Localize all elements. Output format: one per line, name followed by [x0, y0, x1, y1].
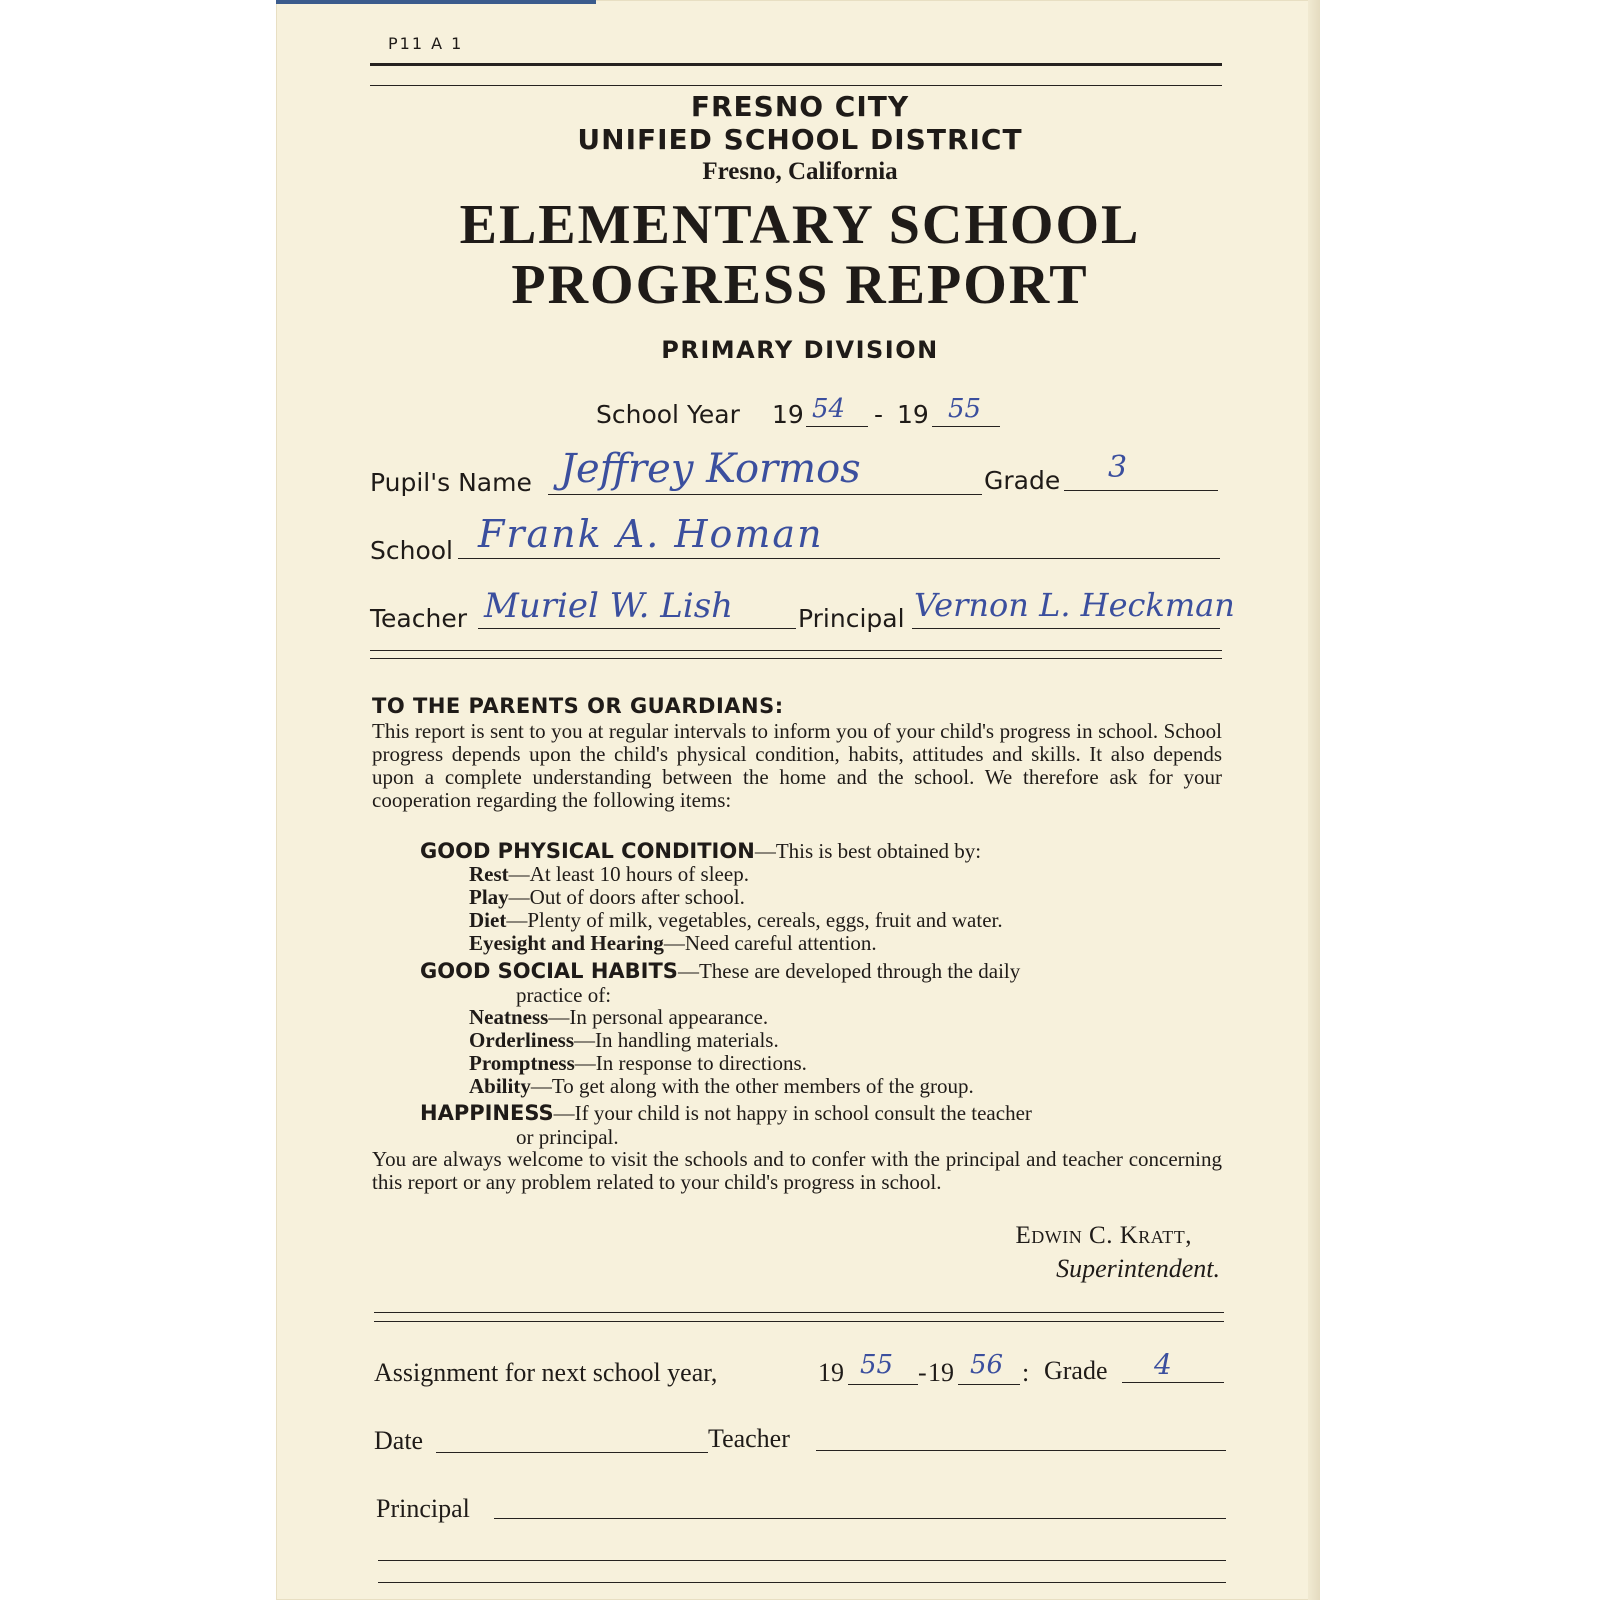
physical-item-term: Eyesight and Hearing	[469, 931, 664, 955]
superintendent-title: Superintendent.	[1056, 1254, 1220, 1283]
happiness-desc-continued: or principal.	[516, 1125, 619, 1149]
date-label: Date	[374, 1426, 424, 1455]
social-item	[469, 1029, 779, 1052]
school-value: Frank A. Homan	[478, 512, 824, 556]
date-line	[436, 1452, 708, 1453]
social-item-desc: —In response to directions.	[574, 1051, 807, 1075]
happiness-title: HAPPINESS	[420, 1101, 554, 1125]
social-section	[420, 960, 1020, 983]
lower-rule-2	[374, 1321, 1224, 1322]
next-teacher-label: Teacher	[708, 1424, 790, 1453]
school-year-prefix-2: 19	[897, 400, 929, 429]
school-year-1-value: 54	[812, 394, 846, 424]
district-location: Fresno, California	[702, 158, 898, 185]
assignment-year-1-value: 55	[860, 1350, 894, 1380]
social-desc: —These are developed through the daily	[677, 959, 1021, 983]
cover-strip	[276, 0, 596, 4]
physical-item-desc: —At least 10 hours of sleep.	[508, 862, 749, 886]
report-title-line-2: PROGRESS REPORT	[511, 254, 1089, 316]
school-year-2-value: 55	[948, 394, 982, 424]
happiness-desc: —If your child is not happy in school consult the teacher	[553, 1101, 1032, 1125]
assignment-grade-line	[1122, 1382, 1224, 1383]
physical-item	[469, 863, 749, 886]
pupil-name-label: Pupil's Name	[370, 468, 532, 497]
page-edge	[1308, 0, 1320, 1600]
letter-heading: TO THE PARENTS OR GUARDIANS:	[372, 694, 784, 718]
lower-rule-1	[374, 1312, 1224, 1313]
grade-value: 3	[1108, 450, 1128, 485]
physical-item-term: Diet	[469, 908, 507, 932]
assignment-prefix-2: 19	[928, 1358, 954, 1387]
happiness-section	[420, 1102, 1032, 1125]
physical-item-term: Rest	[469, 862, 509, 886]
physical-item-desc: —Need careful attention.	[663, 931, 877, 955]
physical-item	[469, 932, 877, 955]
pupil-name-line	[548, 494, 982, 495]
letter-closing: You are always welcome to visit the schools and to confer with the principal and teacher concerning this report or any problem related to your child's progress in school.	[372, 1148, 1222, 1194]
social-desc-continued: practice of:	[516, 983, 612, 1007]
social-item	[469, 1006, 768, 1029]
social-item	[469, 1075, 974, 1098]
physical-item	[469, 909, 1003, 932]
social-item-desc: —In handling materials.	[574, 1028, 779, 1052]
school-year-1-line	[806, 426, 868, 427]
grade-label: Grade	[984, 466, 1061, 495]
physical-desc: —This is best obtained by:	[754, 839, 982, 863]
social-item-term: Neatness	[469, 1005, 549, 1029]
superintendent-name: Edwin C. Kratt,	[1015, 1222, 1192, 1249]
physical-item	[469, 886, 745, 909]
assignment-colon: :	[1022, 1358, 1030, 1387]
social-item	[469, 1052, 807, 1075]
top-rule-1	[370, 63, 1222, 66]
physical-item-desc: —Out of doors after school.	[508, 885, 745, 909]
mid-rule-1	[370, 650, 1222, 651]
bottom-rule-1	[378, 1560, 1226, 1561]
assignment-dash: -	[918, 1358, 927, 1387]
teacher-line	[478, 628, 796, 629]
principal-line	[912, 628, 1220, 629]
assignment-grade-label: Grade	[1044, 1356, 1108, 1385]
assignment-year-2-value: 56	[970, 1350, 1004, 1380]
next-teacher-line	[816, 1450, 1226, 1451]
form-code: P11 A 1	[388, 34, 464, 53]
top-rule-2	[370, 85, 1222, 86]
teacher-value: Muriel W. Lish	[484, 586, 734, 626]
mid-rule-2	[370, 658, 1222, 659]
teacher-label: Teacher	[370, 604, 467, 633]
school-year-2-line	[932, 426, 1000, 427]
social-item-desc: —To get along with the other members of the group.	[530, 1074, 974, 1098]
physical-item-term: Play	[469, 885, 509, 909]
principal-label: Principal	[798, 604, 905, 633]
assignment-year-1-line	[848, 1384, 918, 1385]
school-label: School	[370, 536, 453, 565]
principal-value: Vernon L. Heckman	[914, 586, 1235, 624]
district-line-1: FRESNO CITY	[690, 90, 910, 123]
division-label: PRIMARY DIVISION	[661, 336, 939, 364]
letter-intro: This report is sent to you at regular intervals to inform you of your child's progress in school. School progress depends upon the child's physical condition, habits, attitudes and skills. It also depends upon a complete understanding between the home and the school. We therefore ask for your cooperation regarding the following items:	[372, 720, 1222, 812]
social-item-term: Promptness	[469, 1051, 575, 1075]
school-year-prefix-1: 19	[772, 400, 804, 429]
social-item-term: Ability	[469, 1074, 531, 1098]
next-principal-label: Principal	[376, 1494, 470, 1523]
grade-line	[1064, 490, 1218, 491]
pupil-name-value: Jeffrey Kormos	[560, 446, 861, 492]
social-title: GOOD SOCIAL HABITS	[420, 959, 678, 983]
social-item-term: Orderliness	[469, 1028, 574, 1052]
physical-item-desc: —Plenty of milk, vegetables, cereals, eggs, fruit and water.	[506, 908, 1003, 932]
social-item-desc: —In personal appearance.	[548, 1005, 769, 1029]
assignment-year-2-line	[958, 1384, 1020, 1385]
district-line-2: UNIFIED SCHOOL DISTRICT	[577, 123, 1023, 156]
assignment-grade-value: 4	[1154, 1348, 1172, 1381]
physical-section	[420, 840, 981, 863]
report-title-line-1: ELEMENTARY SCHOOL	[459, 194, 1141, 256]
physical-title: GOOD PHYSICAL CONDITION	[420, 839, 755, 863]
school-line	[458, 558, 1220, 559]
bottom-rule-2	[378, 1582, 1226, 1583]
next-principal-line	[494, 1518, 1226, 1519]
assignment-prefix-1: 19	[818, 1358, 844, 1387]
school-year-label: School Year	[596, 400, 740, 429]
school-year-dash: -	[874, 400, 884, 429]
assignment-label: Assignment for next school year,	[374, 1358, 718, 1387]
